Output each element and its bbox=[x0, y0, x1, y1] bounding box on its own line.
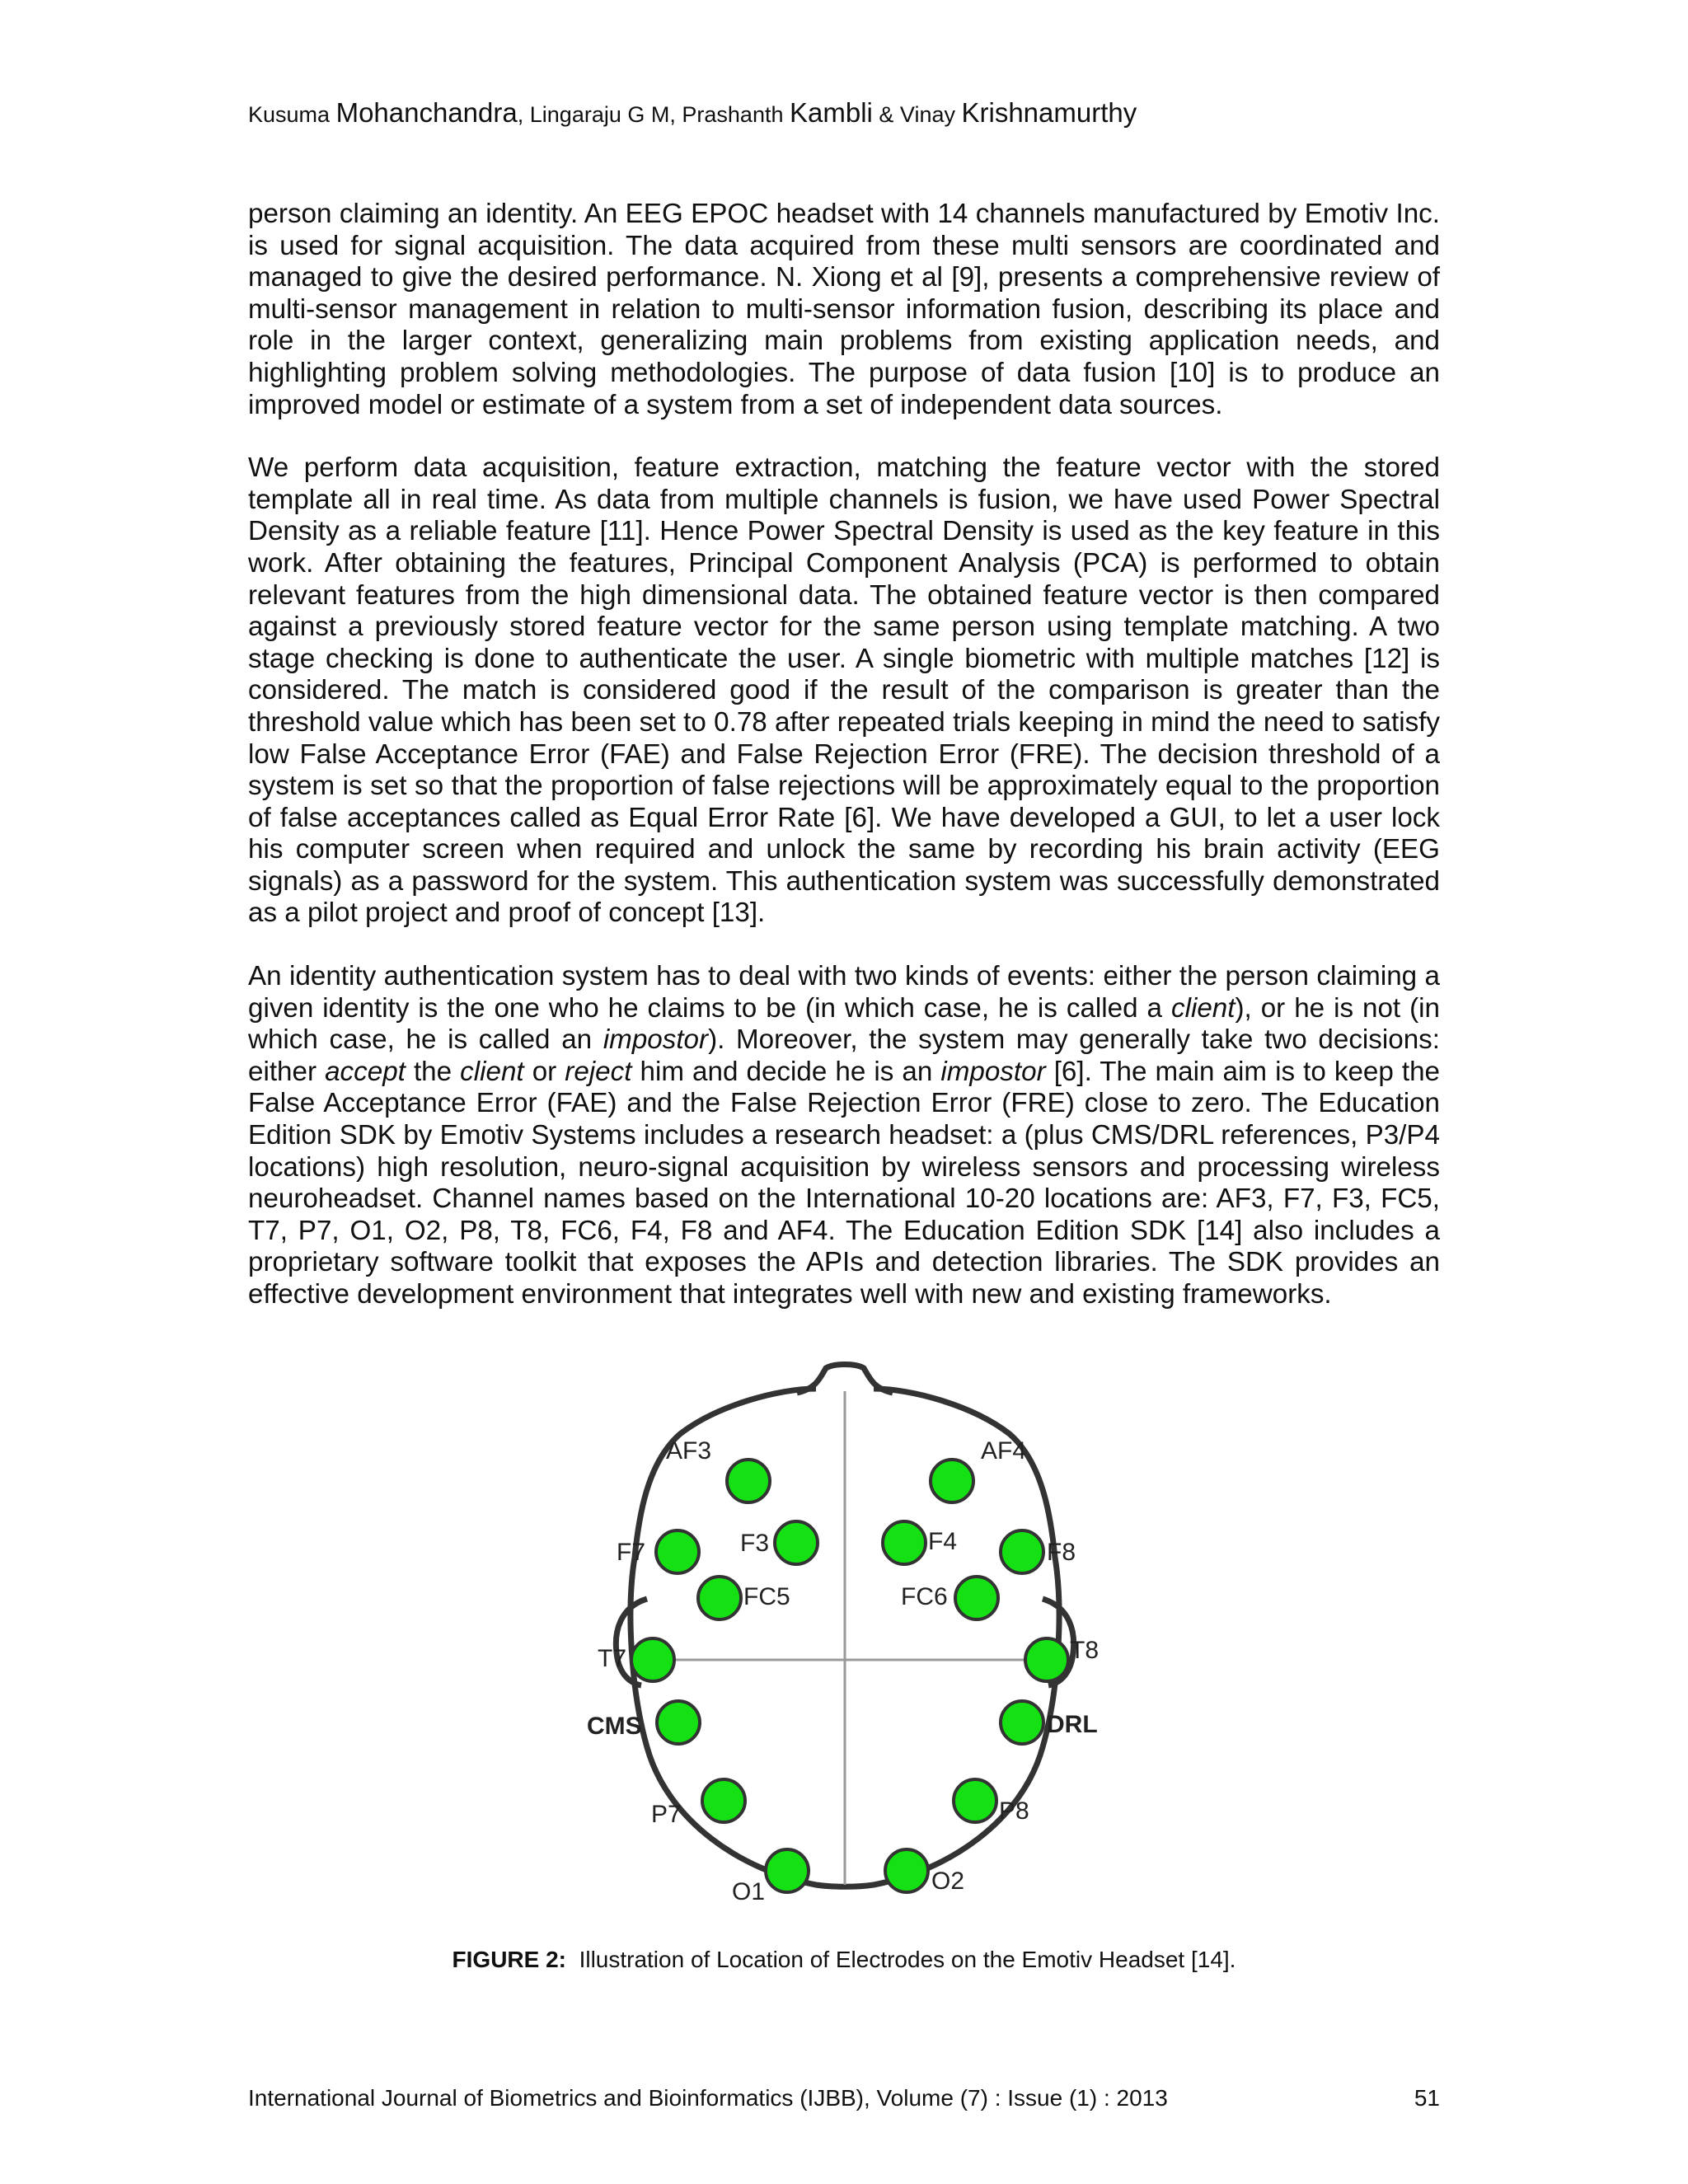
ampersand: & bbox=[879, 102, 894, 127]
electrode-f7 bbox=[656, 1530, 699, 1573]
journal-citation: International Journal of Biometrics and Bioinformatics (IJBB), Volume (7) : Issue (1) : 2013 bbox=[248, 2085, 1168, 2111]
author-1-first: Kusuma bbox=[248, 102, 331, 127]
body-text bbox=[248, 199, 1440, 1343]
electrode-label-f8: F8 bbox=[1047, 1539, 1076, 1566]
electrode-f8 bbox=[1001, 1530, 1043, 1573]
author-2: Lingaraju G M bbox=[529, 102, 670, 127]
electrode-t8 bbox=[1025, 1638, 1068, 1681]
electrode-label-f7: F7 bbox=[617, 1539, 646, 1566]
electrode-f3 bbox=[775, 1521, 818, 1564]
electrode-label-fc5: FC5 bbox=[743, 1583, 790, 1610]
electrode-label-p8: P8 bbox=[999, 1797, 1029, 1825]
electrode-label-fc6: FC6 bbox=[901, 1583, 948, 1610]
author-3-first: Prashanth bbox=[682, 102, 784, 127]
electrode-figure bbox=[569, 1360, 1121, 1929]
paragraph-3: An identity authentication system has to deal with two kinds of events: either the person claiming a given identity is the one who he claims to be (in which case, he is called a client), or he is not (in which case, he is called an impostor). Moreover, the system may generally take two decisions: either accept the client or reject him and decide he is an impostor [6]. The main aim is to keep the False Acceptance Error (FAE) and the False Rejection Error (FRE) close to zero. The Education Edition SDK by Emotiv Systems includes a research headset: a (plus CMS/DRL references, P3/P4 locations) high resolution, neuro-signal acquisition by wireless sensors and processing wireless neuroheadset. Channel names based on the International 10-20 locations are: AF3, F7, F3, FC5, T7, P7, O1, O2, P8, T8, FC6, F4, F8 and AF4. The Education Edition SDK [14] also includes a proprietary software toolkit that exposes the APIs and detection libraries. The SDK provides an effective development environment that integrates well with new and existing frameworks. bbox=[248, 961, 1441, 1310]
electrode-t7 bbox=[631, 1638, 674, 1681]
electrode-label-o2: O2 bbox=[931, 1868, 965, 1895]
running-header: Kusuma Mohanchandra, Lingaraju G M, Prashanth Kambli & Vinay Krishnamurthy bbox=[248, 97, 1137, 128]
electrode-label-t8: T8 bbox=[1070, 1637, 1100, 1664]
electrode-p8 bbox=[954, 1779, 996, 1822]
electrode-fc6 bbox=[955, 1577, 998, 1619]
electrode-f4 bbox=[883, 1521, 926, 1564]
term-client: client bbox=[1170, 992, 1236, 1024]
caption-text: Illustration of Location of Electrodes on the Emotiv Headset [14]. bbox=[579, 1947, 1236, 1972]
electrode-af3 bbox=[727, 1460, 770, 1502]
author-1-last: Mohanchandra bbox=[335, 97, 518, 128]
electrode-label-af3: AF3 bbox=[666, 1437, 712, 1465]
author-4-first: Vinay bbox=[899, 102, 955, 127]
electrode-cms bbox=[657, 1701, 700, 1744]
author-4-last: Krishnamurthy bbox=[961, 97, 1137, 128]
electrode-label-o1: O1 bbox=[732, 1878, 766, 1905]
term-impostor-2: impostor bbox=[940, 1056, 1046, 1087]
electrode-diagram bbox=[569, 1360, 1121, 1929]
caption-label: FIGURE 2: bbox=[452, 1947, 566, 1972]
nose bbox=[797, 1365, 893, 1394]
term-client-2: client bbox=[460, 1056, 524, 1087]
electrode-label-f3: F3 bbox=[740, 1530, 770, 1557]
figure-caption bbox=[0, 1947, 1688, 1973]
electrode-label-af4: AF4 bbox=[981, 1437, 1027, 1465]
author-3-last: Kambli bbox=[790, 97, 873, 128]
electrode-o2 bbox=[885, 1849, 928, 1892]
electrode-label-p7: P7 bbox=[651, 1801, 682, 1828]
page-number: 51 bbox=[1414, 2085, 1440, 2111]
paragraph-2: We perform data acquisition, feature extraction, matching the feature vector with the stored template all in real time. As data from multiple channels is fusion, we have used Power Spectral Density as a reliable feature [11]. Hence Power Spectral Density is used as the key feature in this work. After obtaining the features, Principal Component Analysis (PCA) is performed to obtain relevant features from the high dimensional data. The obtained feature vector is then compared against a previously stored feature vector for the same person using template matching. A two stage checking is done to authenticate the user. A single biometric with multiple matches [12] is considered. The match is considered good if the result of the comparison is greater than the threshold value which has been set to 0.78 after repeated trials keeping in mind the need to satisfy low False Acceptance Error (FAE) and False Rejection Error (FRE). The decision threshold of a system is set so that the proportion of false rejections will be approximately equal to the proportion of false acceptances called as Equal Error Rate [6]. We have developed a GUI, to let a user lock his computer screen when required and unlock the same by recording his brain activity (EEG signals) as a password for the system. This authentication system was successfully demonstrated as a pilot project and proof of concept [13]. bbox=[248, 452, 1440, 929]
electrode-label-drl: DRL bbox=[1047, 1711, 1098, 1738]
paragraph-1: person claiming an identity. An EEG EPOC headset with 14 channels manufactured by Emotiv Inc. is used for signal acquisition. The data acquired from these multi sensors are coordinated and managed to give the desired performance. N. Xiong et al [9], presents a comprehensive review of multi-sensor management in relation to multi-sensor information fusion, describing its place and role in the larger context, generalizing main problems from existing application needs, and highlighting problem solving methodologies. The purpose of data fusion [10] is to produce an improved model or estimate of a system from a set of independent data sources. bbox=[248, 199, 1440, 420]
electrode-fc5 bbox=[698, 1577, 741, 1619]
electrode-af4 bbox=[931, 1460, 973, 1502]
electrode-label-f4: F4 bbox=[928, 1528, 958, 1555]
term-reject: reject bbox=[565, 1056, 632, 1087]
electrode-drl bbox=[1001, 1701, 1043, 1744]
electrode-label-cms: CMS bbox=[587, 1713, 642, 1740]
electrode-p7 bbox=[702, 1779, 745, 1822]
term-impostor: impostor bbox=[603, 1024, 709, 1056]
electrode-label-t7: T7 bbox=[598, 1645, 627, 1672]
term-accept: accept bbox=[325, 1056, 406, 1087]
electrode-o1 bbox=[766, 1849, 809, 1892]
